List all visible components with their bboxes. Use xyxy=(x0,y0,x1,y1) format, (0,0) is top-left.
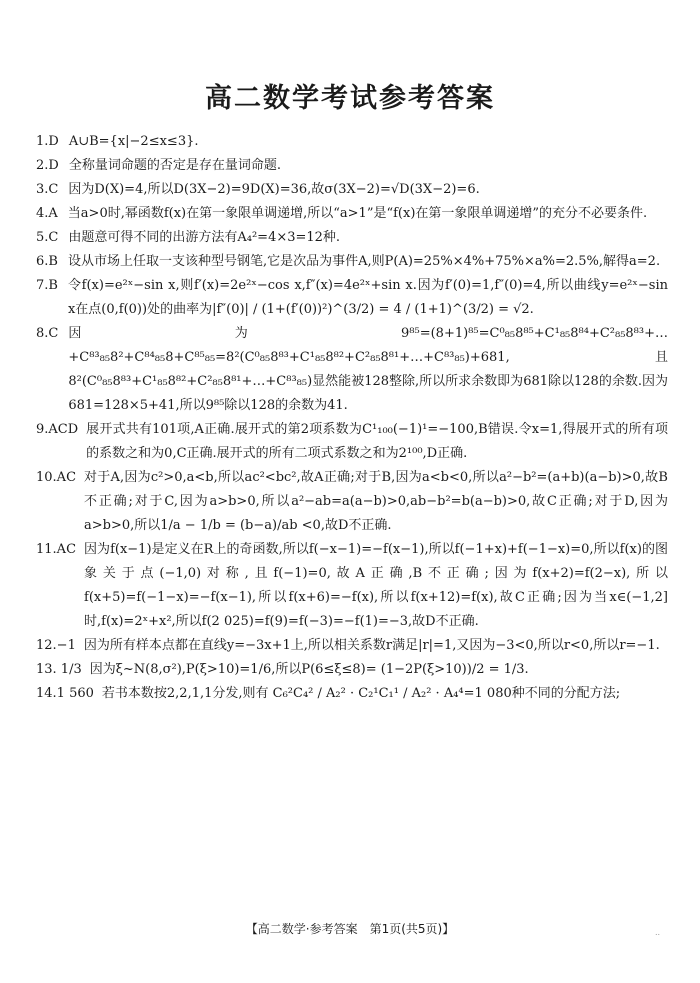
answer-number: 11.AC xyxy=(36,542,77,557)
answer-text: 由题意可得不同的出游方法有A₄²=4×3=12种. xyxy=(68,230,341,245)
answer-number: 6.B xyxy=(36,254,58,269)
answer-number: 3.C xyxy=(36,182,59,197)
answer-text: 因为f(x−1)是定义在R上的奇函数,所以f(−x−1)=−f(x−1),所以f(−1+x)+f(−1−x)=0,所以f(x)的图象关于点(−1,0)对称,且f(−1)=0,故A正确,B不正确;因为f(x+2)=f(2−x),所以f(x+5)=f(−1−x)=−f(x−1),所以f(x+6)=−f(x),所以f(x+12)=f(x),故C正确;因为当x∈(−1,2]时,f(x)=2ˣ+x²,所以f(2 025)=f(9)=f(−3)=−f(1)=−3,故D不正确. xyxy=(84,542,668,629)
answer-item-8 xyxy=(36,322,668,418)
answer-text: 对于A,因为c²>0,a<b,所以ac²<bc²,故A正确;对于B,因为a<b<0,所以a²−b²=(a+b)(a−b)>0,故B不正确;对于C,因为a>b>0,所以a²−ab=a(a−b)>0,ab−b²=b(a−b)>0,故C正确;对于D,因为a>b>0,所以1/a − 1/b = (b−a)/ab <0,故D不正确. xyxy=(84,470,668,533)
answer-text: 因为9⁸⁵=(8+1)⁸⁵=C⁰₈₅8⁸⁵+C¹₈₅8⁸⁴+C²₈₅8⁸³+…+C⁸³₈₅8²+C⁸⁴₈₅8+C⁸⁵₈₅=8²(C⁰₈₅8⁸³+C¹₈₅8⁸²+C²₈₅8⁸¹+…+C⁸³₈₅)+681,且8²(C⁰₈₅8⁸³+C¹₈₅8⁸²+C²₈₅8⁸¹+…+C⁸³₈₅)显然能被128整除,所以所求余数即为681除以128的余数.因为681=128×5+41,所以9⁸⁵除以128的余数为41. xyxy=(68,326,668,413)
answer-number: 10.AC xyxy=(36,470,77,485)
answer-item-6 xyxy=(36,250,668,274)
answer-text: A∪B={x|−2≤x≤3}. xyxy=(68,134,199,149)
answer-item-13 xyxy=(36,658,668,682)
answer-number: 7.B xyxy=(36,278,58,293)
answer-text: 展开式共有101项,A正确.展开式的第2项系数为C¹₁₀₀(−1)¹=−100,B错误.令x=1,得展开式的所有项的系数之和为0,C正确.展开式的所有二项式系数之和为2¹⁰⁰,D正确. xyxy=(86,422,668,461)
answer-item-4 xyxy=(36,202,668,226)
answer-list xyxy=(36,130,668,706)
answer-item-9 xyxy=(36,418,668,466)
answer-number: 1.D xyxy=(36,134,59,149)
answer-item-14 xyxy=(36,682,668,706)
answer-item-1 xyxy=(36,130,668,154)
answer-item-3 xyxy=(36,178,668,202)
page-title: 高二数学考试参考答案 xyxy=(205,83,495,114)
answer-item-5 xyxy=(36,226,668,250)
answer-text: 设从市场上任取一支该种型号钢笔,它是次品为事件A,则P(A)=25%×4%+75%×a%=2.5%,解得a=2. xyxy=(67,254,661,269)
answer-text: 若书本数按2,2,1,1分发,则有 C₆²C₄² / A₂² · C₂¹C₁¹ / A₂² · A₄⁴=1 080种不同的分配方法; xyxy=(101,686,621,701)
answer-number: 12.−1 xyxy=(36,638,76,653)
answer-number: 4.A xyxy=(36,206,58,221)
answer-text: 因为D(X)=4,所以D(3X−2)=9D(X)=36,故σ(3X−2)=√D(3X−2)=6. xyxy=(68,182,480,197)
answer-number: 14.1 560 xyxy=(36,686,94,701)
page-footer: 【高二数学·参考答案 第1页(共5页)】 xyxy=(245,922,455,936)
answer-number: 5.C xyxy=(36,230,59,245)
answer-text: 因为所有样本点都在直线y=−3x+1上,所以相关系数r满足|r|=1,又因为−3<0,所以r<0,所以r=−1. xyxy=(83,638,660,653)
answer-item-2 xyxy=(36,154,668,178)
answer-text: 全称量词命题的否定是存在量词命题. xyxy=(68,158,281,173)
answer-number: 13. 1/3 xyxy=(36,662,82,677)
answer-text: 因为ξ~N(8,σ²),P(ξ>10)=1/6,所以P(6≤ξ≤8)= (1−2P(ξ>10))/2 = 1/3. xyxy=(89,662,529,677)
answer-item-7 xyxy=(36,274,668,322)
corner-mark: .. xyxy=(655,928,661,937)
answer-text: 令f(x)=e²ˣ−sin x,则f′(x)=2e²ˣ−cos x,f″(x)=4e²ˣ+sin x.因为f′(0)=1,f″(0)=4,所以曲线y=e²ˣ−sin x在点(0,f(0))处的曲率为|f″(0)| / (1+(f′(0))²)^(3/2) = 4 / (1+1)^(3/2) = √2. xyxy=(67,278,668,317)
answer-number: 9.ACD xyxy=(36,422,79,437)
answer-number: 2.D xyxy=(36,158,59,173)
answer-number: 8.C xyxy=(36,326,59,341)
answer-item-12 xyxy=(36,634,668,658)
answer-item-11 xyxy=(36,538,668,634)
answer-item-10 xyxy=(36,466,668,538)
answer-text: 当a>0时,幂函数f(x)在第一象限单调递增,所以“a>1”是“f(x)在第一象限单调递增”的充分不必要条件. xyxy=(67,206,648,221)
